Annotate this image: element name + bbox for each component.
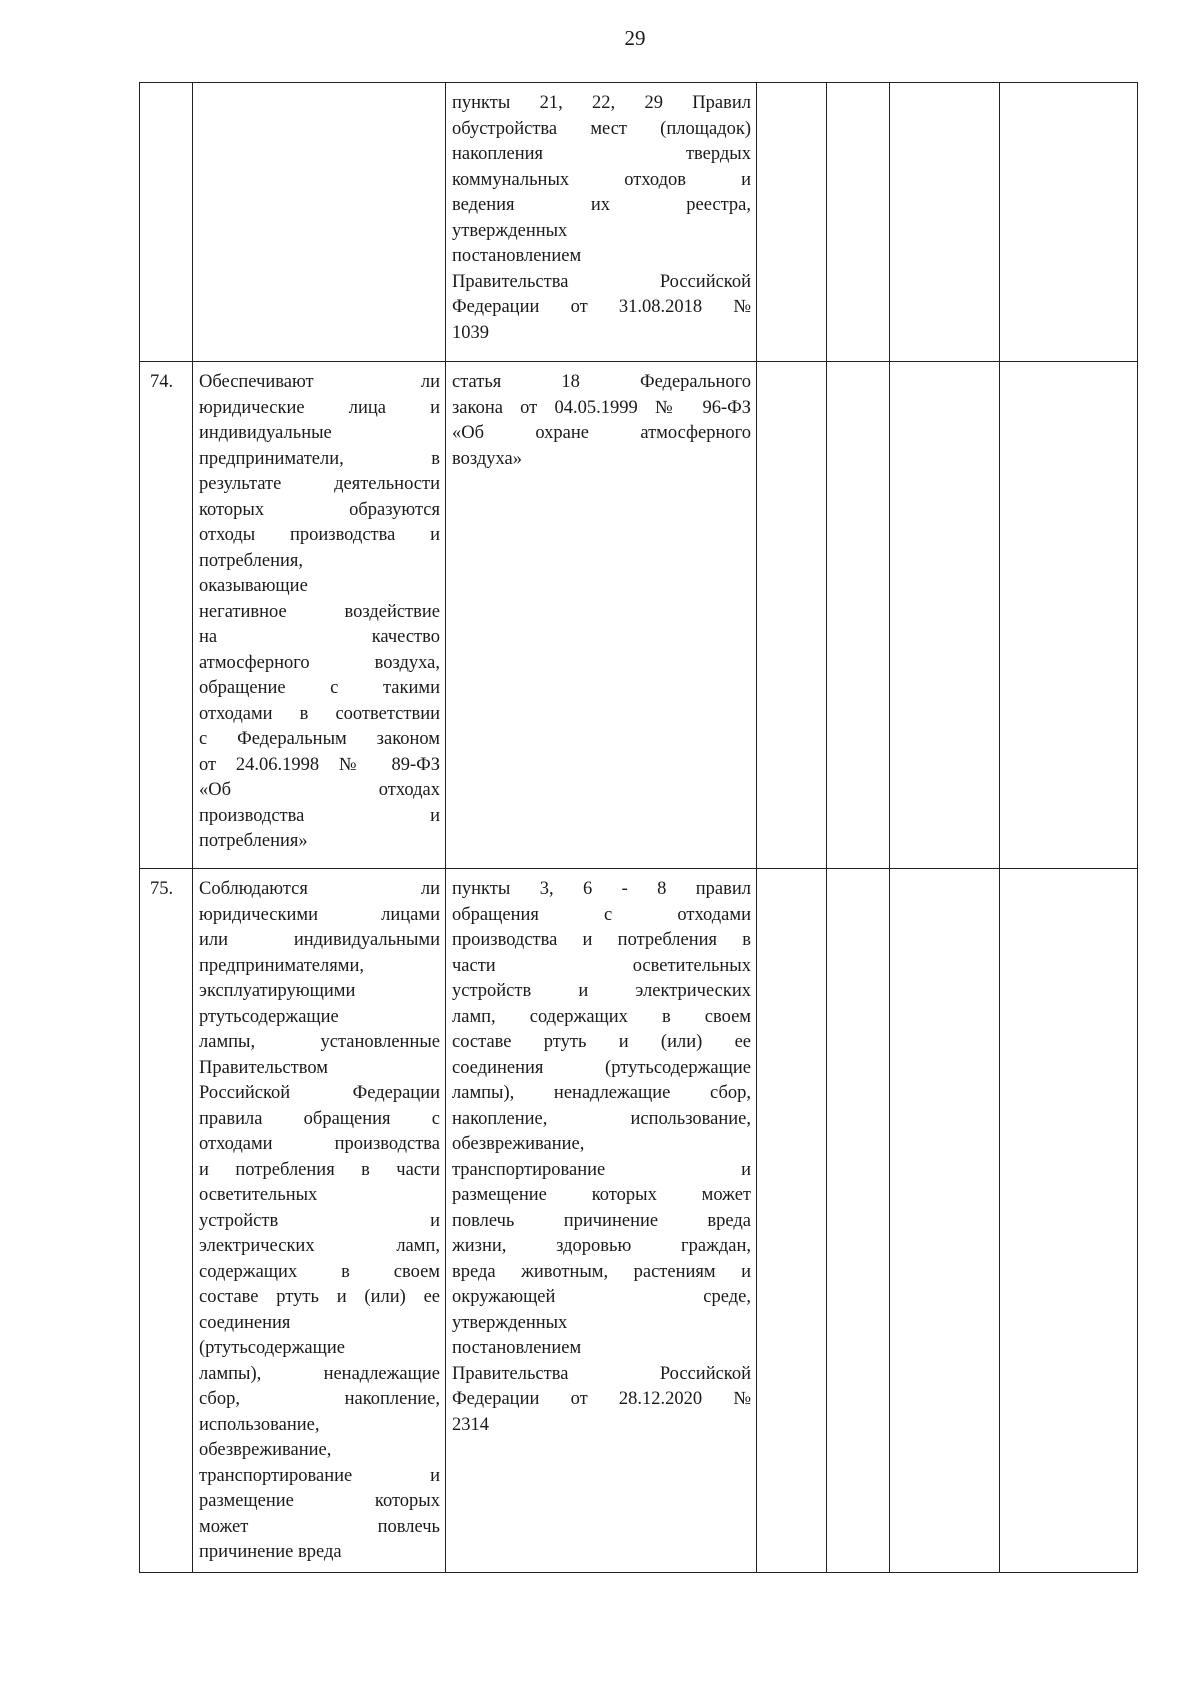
cell-line: и потребления в части (199, 1159, 440, 1180)
cell-line: атмосферного воздуха, (199, 652, 440, 673)
cell-line: от 24.06.1998 № 89-ФЗ (199, 754, 440, 775)
cell-line: воздуха» (452, 448, 522, 469)
cell-line: обращение с такими (199, 678, 440, 698)
cell-line: обезвреживание, (199, 1440, 332, 1460)
cell-line: «Об отходах (199, 780, 440, 800)
cell-line: статья 18 Федерального (452, 372, 751, 392)
cell-line: потребления, (199, 550, 304, 571)
cell-line: предприниматели, в (199, 448, 440, 469)
cell-line: размещение которых может (452, 1185, 751, 1205)
reference-cell (446, 869, 757, 1573)
cell-line: Федерации от 28.12.2020 № (452, 1389, 751, 1409)
cell-line: устройств и (199, 1210, 440, 1231)
empty-cell (1000, 869, 1138, 1573)
page-number: 29 (624, 26, 646, 50)
empty-cell (1000, 83, 1138, 362)
cell-line: вреда животным, растениям и (452, 1261, 751, 1282)
cell-line: обустройства мест (площадок) (452, 118, 751, 139)
cell-line: отходами в соответствии (199, 703, 440, 724)
cell-line: сбор, накопление, (199, 1389, 440, 1409)
empty-cell (827, 362, 890, 869)
cell-line: юридическими лицами (199, 904, 440, 925)
cell-line: содержащих в своем (199, 1261, 440, 1282)
cell-line: Правительством (199, 1057, 328, 1078)
cell-line: накопления твердых (452, 144, 751, 164)
cell-line: потребления» (199, 831, 308, 851)
cell-line: ртутьсодержащие (199, 1006, 339, 1027)
empty-cell (890, 362, 1000, 869)
table-row (140, 83, 1138, 362)
cell-line: эксплуатирующими (199, 981, 356, 1001)
empty-cell (827, 83, 890, 362)
question-cell (193, 869, 446, 1573)
cell-line: окружающей среде, (452, 1287, 751, 1307)
cell-line: закона от 04.05.1999 № 96-ФЗ (452, 397, 751, 418)
empty-cell (890, 869, 1000, 1573)
cell-line: накопление, использование, (452, 1108, 751, 1129)
cell-line: (ртутьсодержащие (199, 1338, 345, 1358)
cell-line: обезвреживание, (452, 1134, 585, 1154)
cell-line: или индивидуальными (199, 930, 440, 950)
empty-cell (1000, 362, 1138, 869)
cell-line: правила обращения с (199, 1108, 440, 1129)
cell-line: Правительства Российской (452, 271, 751, 292)
cell-line: Российской Федерации (199, 1083, 440, 1103)
cell-line: пункты 3, 6 - 8 правил (452, 879, 751, 899)
cell-line: «Об охране атмосферного (452, 423, 751, 443)
cell-line: транспортирование и (452, 1159, 751, 1180)
cell-line: лампы, установленные (199, 1032, 440, 1052)
cell-line: Соблюдаются ли (199, 879, 440, 899)
cell-line: результате деятельности (199, 474, 440, 494)
cell-line: транспортирование и (199, 1465, 440, 1486)
cell-line: Правительства Российской (452, 1363, 751, 1384)
cell-line: утвержденных (452, 220, 568, 241)
cell-line: отходами производства (199, 1134, 440, 1154)
cell-line: обращения с отходами (452, 904, 751, 925)
cell-line: 2314 (452, 1414, 489, 1435)
row-number (140, 83, 193, 362)
reference-cell (446, 362, 757, 869)
cell-line: использование, (199, 1414, 320, 1435)
cell-line: ламп, содержащих в своем (452, 1006, 751, 1027)
cell-line: негативное воздействие (199, 601, 440, 622)
cell-line: на качество (199, 627, 440, 647)
cell-line: лампы), ненадлежащие сбор, (452, 1083, 751, 1103)
cell-line: коммунальных отходов и (452, 169, 751, 190)
cell-line: 1039 (452, 322, 489, 343)
question-cell (193, 362, 446, 869)
cell-line: производства и (199, 805, 440, 826)
question-cell (193, 83, 446, 362)
cell-line: постановлением (452, 1338, 582, 1358)
cell-line: Федерации от 31.08.2018 № (452, 297, 751, 317)
cell-line: лампы), ненадлежащие (199, 1363, 440, 1384)
cell-line: индивидуальные (199, 423, 332, 443)
empty-cell (757, 83, 827, 362)
cell-line: повлечь причинение вреда (452, 1210, 751, 1231)
cell-line: с Федеральным законом (199, 729, 440, 749)
checklist-table (139, 82, 1138, 1573)
cell-line: электрических ламп, (199, 1236, 440, 1256)
cell-line: может повлечь (199, 1516, 440, 1537)
cell-line: оказывающие (199, 576, 308, 596)
cell-line: предпринимателями, (199, 955, 364, 976)
cell-line: устройств и электрических (452, 981, 751, 1001)
table-row (140, 869, 1138, 1573)
cell-line: осветительных (199, 1185, 318, 1205)
cell-line: соединения (199, 1312, 291, 1333)
table-row (140, 362, 1138, 869)
cell-line: составе ртуть и (или) ее (199, 1287, 440, 1307)
cell-line: части осветительных (452, 955, 751, 976)
cell-line: которых образуются (199, 499, 440, 520)
cell-line: пункты 21, 22, 29 Правил (452, 93, 751, 113)
reference-cell (446, 83, 757, 362)
cell-line: отходы производства и (199, 525, 440, 545)
cell-line: производства и потребления в (452, 930, 751, 950)
cell-line: размещение которых (199, 1491, 440, 1511)
empty-cell (757, 362, 827, 869)
cell-line: соединения (ртутьсодержащие (452, 1057, 751, 1078)
empty-cell (827, 869, 890, 1573)
cell-line: постановлением (452, 246, 582, 266)
cell-line: ведения их реестра, (452, 195, 751, 215)
cell-line: жизни, здоровью граждан, (452, 1236, 751, 1256)
cell-line: утвержденных (452, 1312, 568, 1333)
empty-cell (890, 83, 1000, 362)
cell-line: Обеспечивают ли (199, 372, 440, 392)
row-number: 74. (140, 362, 193, 869)
cell-line: составе ртуть и (или) ее (452, 1032, 751, 1052)
empty-cell (757, 869, 827, 1573)
row-number: 75. (140, 869, 193, 1573)
cell-line: причинение вреда (199, 1542, 342, 1562)
cell-line: юридические лица и (199, 397, 440, 418)
